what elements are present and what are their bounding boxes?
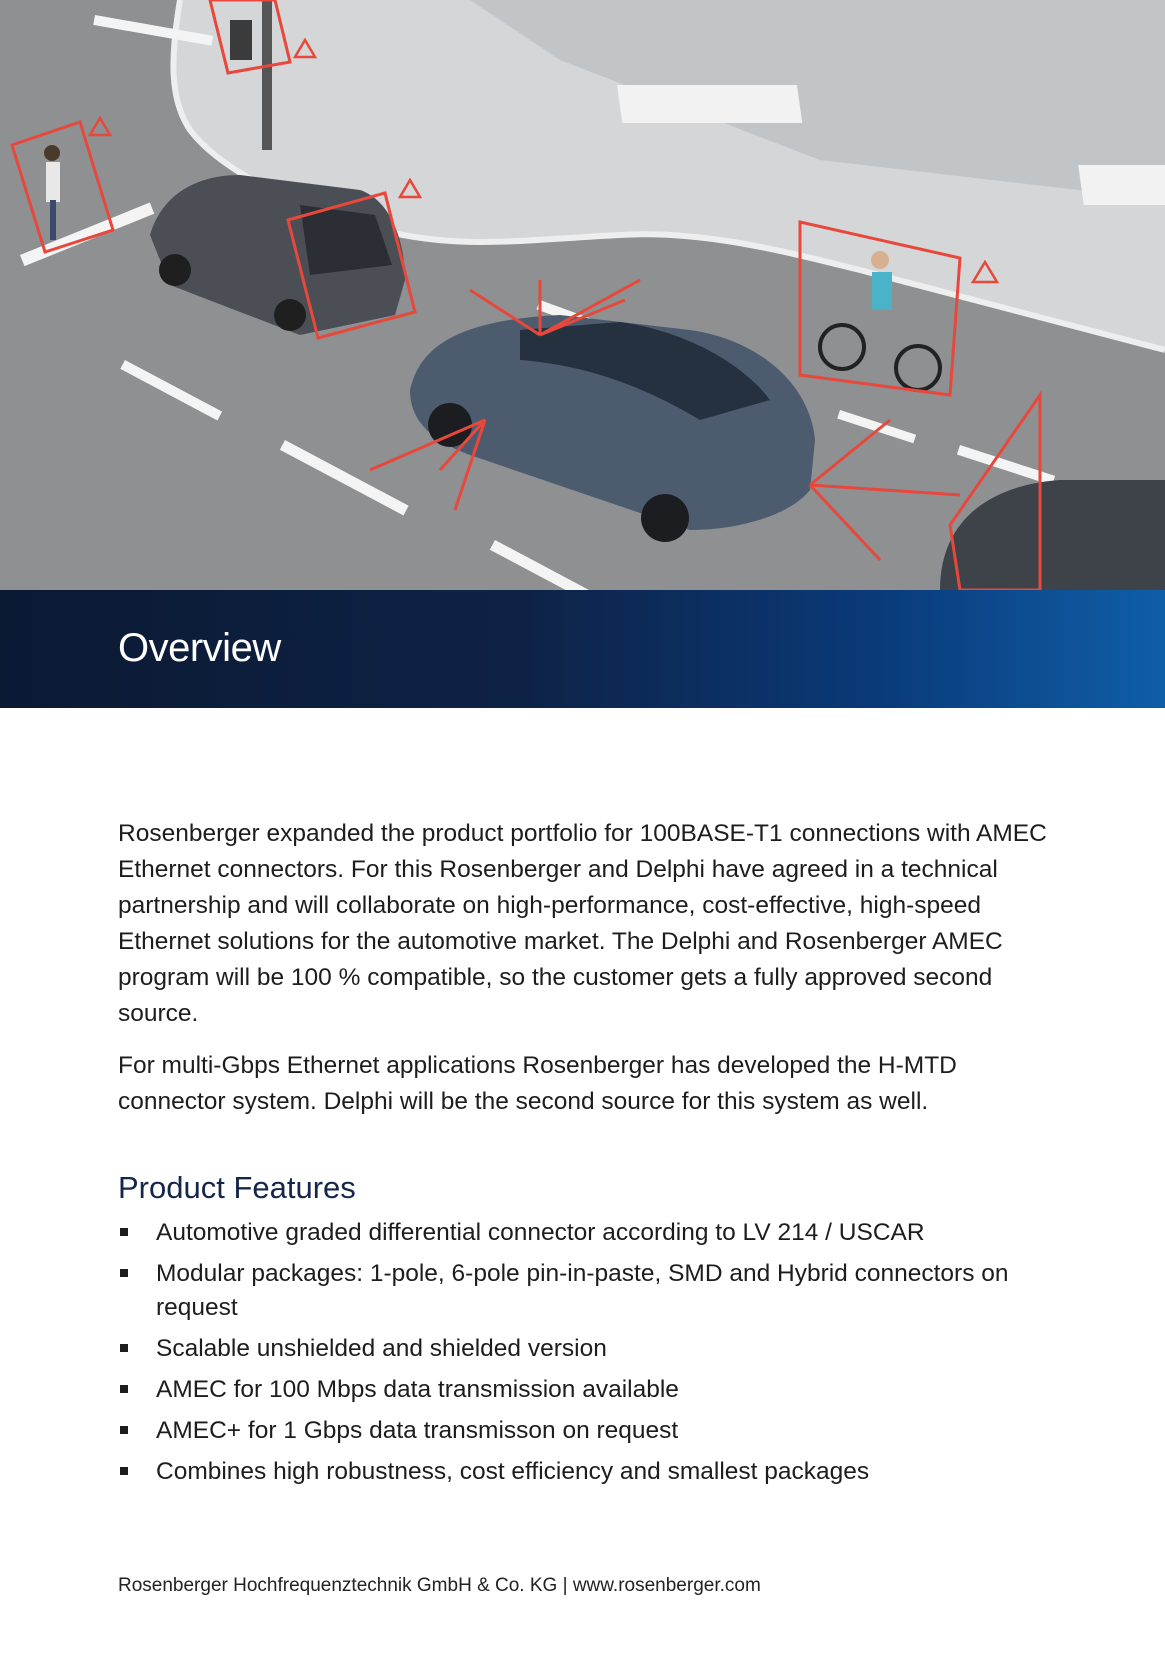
- hero-image: [0, 0, 1165, 590]
- bullet-icon: [120, 1467, 128, 1475]
- bullet-icon: [120, 1228, 128, 1236]
- bullet-icon: [120, 1344, 128, 1352]
- feature-text: AMEC+ for 1 Gbps data transmisson on request: [156, 1417, 679, 1444]
- street-scene-illustration: [0, 0, 1165, 590]
- list-item: [118, 1455, 1058, 1489]
- overview-banner: [0, 590, 1165, 708]
- list-item: [118, 1332, 1058, 1366]
- list-item: [118, 1257, 1058, 1325]
- bullet-icon: [120, 1426, 128, 1434]
- feature-text: Combines high robustness, cost efficiency and smallest packages: [156, 1458, 870, 1485]
- list-item: [118, 1373, 1058, 1407]
- feature-text: Modular packages: 1-pole, 6-pole pin-in-paste, SMD and Hybrid connectors on request: [156, 1260, 1009, 1321]
- features-heading: Product Features: [118, 1170, 356, 1205]
- footer-text: Rosenberger Hochfrequenztechnik GmbH & Co. KG | www.rosenberger.com: [118, 1575, 761, 1596]
- page-title: Overview: [118, 626, 281, 670]
- feature-text: Scalable unshielded and shielded version: [156, 1335, 607, 1362]
- intro-paragraph: For multi-Gbps Ethernet applications Rosenberger has developed the H-MTD connector system. Delphi will be the second source for this system as well.: [118, 1052, 957, 1115]
- intro-text: [118, 816, 1048, 1136]
- feature-text: AMEC for 100 Mbps data transmission available: [156, 1376, 679, 1403]
- features-list: [118, 1216, 1058, 1496]
- bullet-icon: [120, 1269, 128, 1277]
- feature-text: Automotive graded differential connector according to LV 214 / USCAR: [156, 1219, 925, 1246]
- list-item: [118, 1216, 1058, 1250]
- list-item: [118, 1414, 1058, 1448]
- intro-paragraph: Rosenberger expanded the product portfolio for 100BASE-T1 connections with AMEC Ethernet connectors. For this Rosenberger and Delphi have agreed in a technical partnership and will collaborate on high-performance, cost-effective, high-speed Ethernet solutions for the automotive market. The Delphi and Rosenberger AMEC program will be 100 % compatible, so the customer gets a fully approved second source.: [118, 820, 1047, 1027]
- bullet-icon: [120, 1385, 128, 1393]
